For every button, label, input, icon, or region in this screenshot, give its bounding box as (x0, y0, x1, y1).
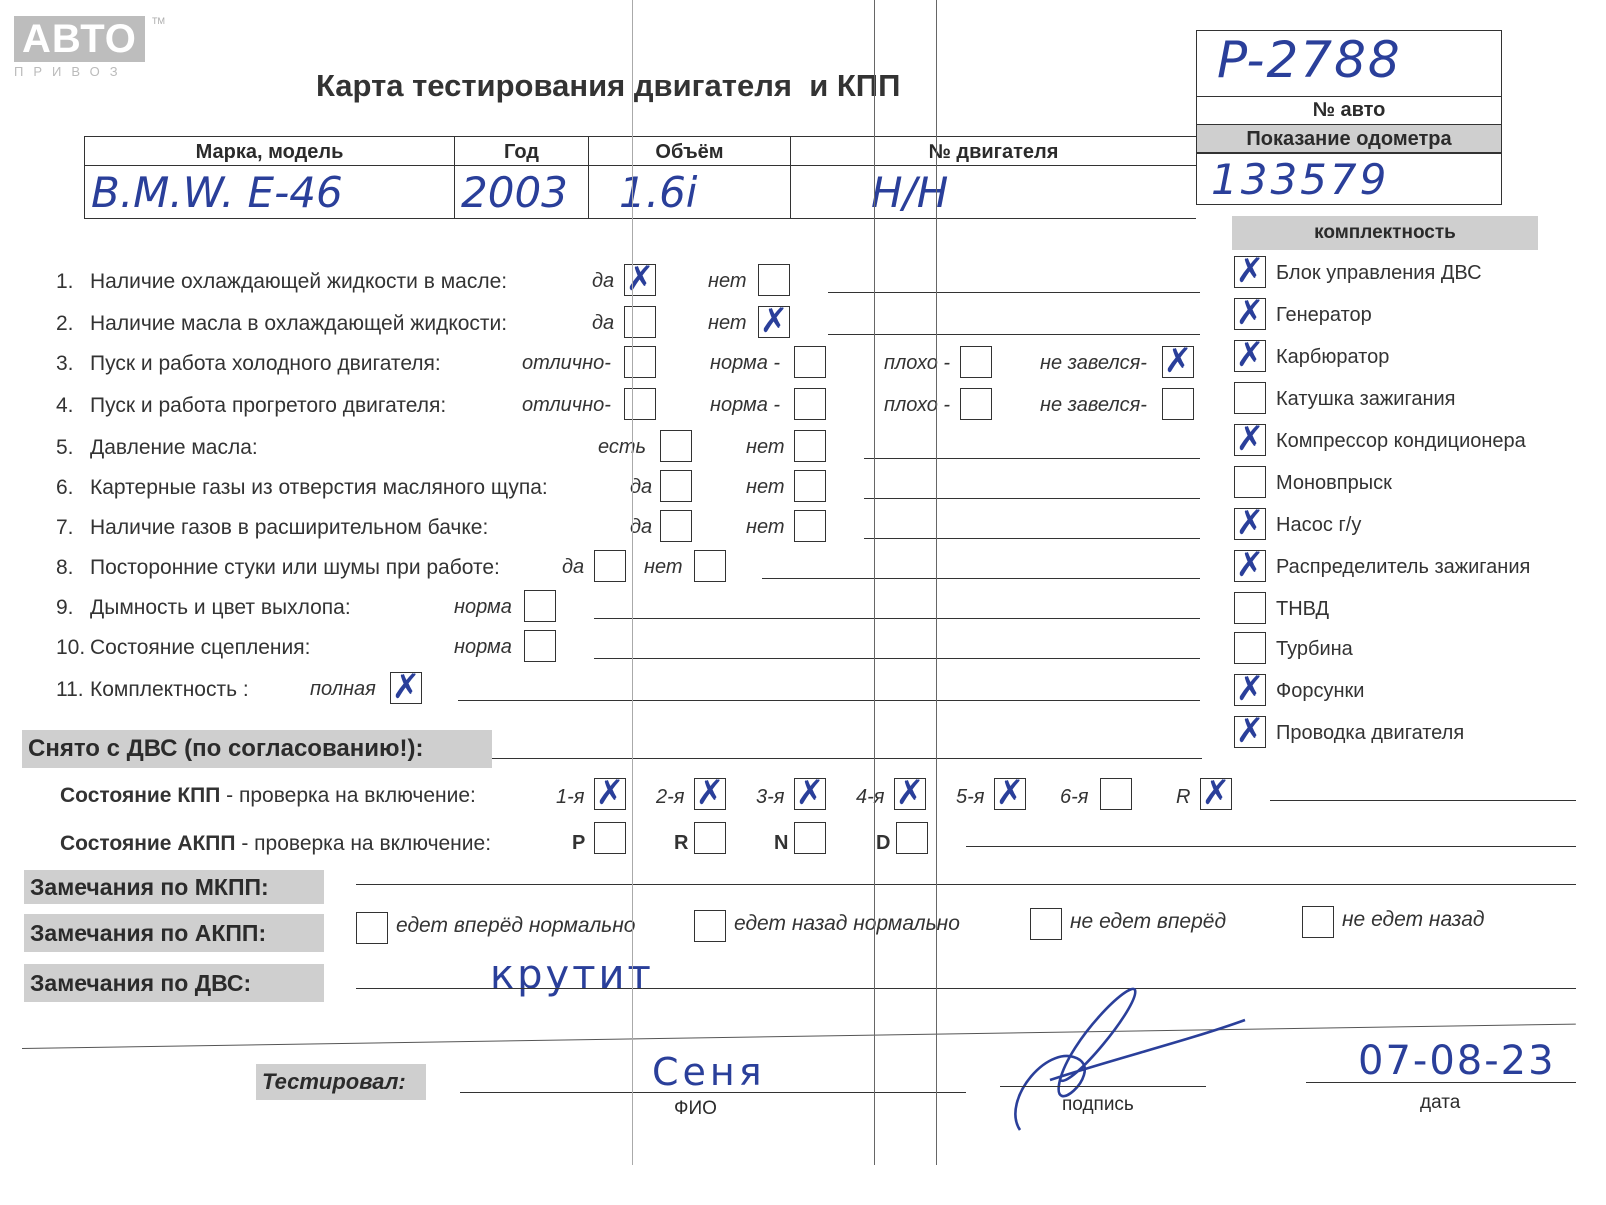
akpp-mode-checkbox[interactable] (794, 822, 826, 854)
question-notes-line (458, 700, 1200, 701)
remarks-dvs-value: крутит (490, 952, 654, 998)
option-checkbox[interactable] (960, 388, 992, 420)
check-mark-icon: ✗ (1235, 545, 1265, 585)
question-text: Пуск и работа прогретого двигателя: (90, 394, 447, 417)
option-checkbox[interactable] (594, 550, 626, 582)
kit-item-label: Распределитель зажигания (1276, 556, 1531, 578)
logo-main: АВТО (14, 16, 145, 62)
ref-number-label: № авто (1197, 96, 1501, 122)
akpp-remark-label: едет назад нормально (734, 912, 960, 935)
date-line (1306, 1082, 1576, 1083)
removed-line (492, 758, 1202, 759)
option-label: да (630, 516, 653, 538)
gear-checkbox[interactable] (794, 773, 826, 813)
value-odometer: 133579 (1211, 155, 1390, 204)
logo-tm: TM (152, 16, 165, 26)
check-mark-icon: ✗ (995, 773, 1025, 813)
question-number: 6. (56, 476, 74, 499)
kit-item-label: Карбюратор (1276, 346, 1390, 368)
gear-checkbox[interactable] (1200, 773, 1232, 813)
kit-item-label: Моновпрыск (1276, 472, 1392, 494)
question-text: Картерные газы из отверстия масляного щупа: (90, 476, 548, 499)
option-checkbox[interactable] (960, 346, 992, 378)
check-mark-icon: ✗ (1235, 503, 1265, 543)
option-checkbox[interactable] (660, 470, 692, 502)
signature-line (1000, 1086, 1206, 1087)
kit-checkbox[interactable] (1234, 669, 1266, 709)
kit-checkbox[interactable] (1234, 592, 1266, 624)
kpp-label-bold: Состояние КПП (60, 784, 221, 807)
gear-checkbox[interactable] (994, 773, 1026, 813)
option-label: да (592, 312, 615, 334)
kpp-line (1270, 800, 1576, 801)
option-label: плохо - (884, 394, 951, 416)
header-table (84, 124, 1502, 219)
fold-line-1 (632, 0, 633, 1165)
check-mark-icon: ✗ (595, 773, 625, 813)
question-number: 4. (56, 394, 74, 417)
question-notes-line (828, 334, 1200, 335)
option-label: полная (310, 678, 376, 700)
kit-item-label: Компрессор кондиционера (1276, 430, 1526, 452)
question-notes-line (828, 292, 1200, 293)
question-text: Наличие масла в охлаждающей жидкости: (90, 312, 508, 335)
akpp-remark-checkbox[interactable] (1030, 908, 1062, 940)
question-text: Наличие охлаждающей жидкости в масле: (90, 270, 508, 293)
kit-checkbox[interactable] (1234, 466, 1266, 498)
question-text: Наличие газов в расширительном бачке: (90, 516, 489, 539)
remarks-dvs-line (356, 988, 1576, 989)
removed-label: Снято с ДВС (по согласованию!): (22, 730, 492, 768)
kit-checkbox[interactable] (1234, 503, 1266, 543)
kit-item-label: Насос г/у (1276, 514, 1362, 536)
fio-line (460, 1092, 966, 1093)
question-notes-line (864, 458, 1200, 459)
kit-item-label: Катушка зажигания (1276, 388, 1456, 410)
remarks-dvs-label: Замечания по ДВС: (24, 964, 324, 1002)
gear-checkbox[interactable] (694, 773, 726, 813)
kit-checkbox[interactable] (1234, 251, 1266, 291)
option-label: да (562, 556, 585, 578)
check-mark-icon: ✗ (1235, 711, 1265, 751)
question-notes-line (864, 538, 1200, 539)
option-label: нет (746, 436, 785, 458)
check-mark-icon: ✗ (391, 667, 421, 707)
option-label: есть (598, 436, 647, 458)
akpp-remark-label: не едет вперёд (1070, 910, 1227, 933)
signature-caption: подпись (1062, 1094, 1134, 1115)
option-checkbox[interactable] (524, 630, 556, 662)
akpp-mode-label: N (774, 832, 789, 854)
akpp-line (966, 846, 1576, 847)
ref-number-value: P-2788 (1217, 31, 1402, 89)
logo (14, 16, 165, 82)
logo-sub: ПРИВОЗ (14, 64, 128, 79)
kit-checkbox[interactable] (1234, 711, 1266, 751)
option-checkbox[interactable] (660, 430, 692, 462)
option-label: норма - (710, 352, 781, 374)
option-checkbox[interactable] (660, 510, 692, 542)
fio-value: Сеня (652, 1050, 766, 1094)
remarks-mkpp-line (356, 884, 1576, 885)
kit-item-label: Проводка двигателя (1276, 722, 1465, 744)
option-label: не завелся- (1040, 394, 1147, 416)
option-checkbox[interactable] (694, 550, 726, 582)
gear-label: 5-я (956, 786, 985, 808)
option-label: нет (708, 270, 747, 292)
col-header-model: Марка, модель (84, 136, 454, 166)
option-checkbox[interactable] (624, 259, 656, 299)
gear-checkbox[interactable] (1100, 778, 1132, 810)
option-label: плохо - (884, 352, 951, 374)
akpp-remark-label: не едет назад (1342, 908, 1485, 931)
check-mark-icon: ✗ (1235, 419, 1265, 459)
kit-checkbox[interactable] (1234, 632, 1266, 664)
question-number: 5. (56, 436, 74, 459)
option-checkbox[interactable] (758, 301, 790, 341)
option-checkbox[interactable] (794, 510, 826, 542)
col-header-engine: № двигателя (790, 136, 1196, 166)
cell-engine (790, 165, 1196, 219)
divider-line (22, 1024, 1576, 1049)
kit-checkbox[interactable] (1234, 419, 1266, 459)
question-notes-line (762, 578, 1200, 579)
kit-title: комплектность (1232, 216, 1538, 250)
option-checkbox[interactable] (794, 430, 826, 462)
question-text: Дымность и цвет выхлопа: (90, 596, 351, 619)
question-notes-line (594, 618, 1200, 619)
option-checkbox[interactable] (624, 306, 656, 338)
check-mark-icon: ✗ (795, 773, 825, 813)
akpp-label-rest: - проверка на включение: (235, 832, 492, 855)
option-label: нет (708, 312, 747, 334)
kit-item-label: Генератор (1276, 304, 1372, 326)
fold-line-2 (874, 0, 875, 1165)
kit-item-label: Турбина (1276, 638, 1353, 660)
akpp-label-bold: Состояние АКПП (60, 832, 236, 855)
col-header-volume: Объём (588, 136, 790, 166)
gear-label: 1-я (556, 786, 585, 808)
signature-image (990, 980, 1270, 1150)
question-text: Посторонние стуки или шумы при работе: (90, 556, 500, 579)
option-checkbox[interactable] (794, 470, 826, 502)
question-number: 11. (56, 678, 84, 701)
option-checkbox[interactable] (758, 264, 790, 296)
fio-caption: ФИО (674, 1098, 717, 1119)
question-text: Комплектность : (90, 678, 249, 701)
gear-label: R (1176, 786, 1191, 808)
option-checkbox[interactable] (794, 388, 826, 420)
fold-line-3 (936, 0, 937, 1165)
check-mark-icon: ✗ (1235, 335, 1265, 375)
option-label: норма (454, 596, 512, 618)
question-text: Состояние сцепления: (90, 636, 311, 659)
akpp-remark-checkbox[interactable] (694, 910, 726, 942)
question-number: 2. (56, 312, 74, 335)
check-mark-icon: ✗ (625, 259, 655, 299)
check-mark-icon: ✗ (695, 773, 725, 813)
option-checkbox[interactable] (1162, 388, 1194, 420)
check-mark-icon: ✗ (1235, 669, 1265, 709)
kit-item-label: Блок управления ДВС (1276, 262, 1482, 284)
kit-checkbox[interactable] (1234, 382, 1266, 414)
kpp-label-rest: - проверка на включение: (220, 784, 476, 807)
page-title: Карта тестирования двигателя и КПП (316, 68, 901, 103)
question-notes-line (864, 498, 1200, 499)
akpp-mode-label: R (674, 832, 689, 854)
question-number: 9. (56, 596, 74, 619)
check-mark-icon: ✗ (895, 773, 925, 813)
option-label: нет (746, 516, 785, 538)
check-mark-icon: ✗ (1235, 251, 1265, 291)
question-notes-line (594, 658, 1200, 659)
check-mark-icon: ✗ (1163, 341, 1193, 381)
akpp-remark-checkbox[interactable] (1302, 906, 1334, 938)
gear-label: 2-я (656, 786, 685, 808)
akpp-mode-checkbox[interactable] (594, 822, 626, 854)
question-text: Пуск и работа холодного двигателя: (90, 352, 441, 375)
kit-checkbox[interactable] (1234, 293, 1266, 333)
gear-label: 6-я (1060, 786, 1089, 808)
question-number: 8. (56, 556, 74, 579)
option-label: отлично- (522, 394, 611, 416)
question-number: 3. (56, 352, 74, 375)
cell-volume (588, 165, 790, 219)
check-mark-icon: ✗ (759, 301, 789, 341)
check-mark-icon: ✗ (1201, 773, 1231, 813)
kit-checkbox[interactable] (1234, 545, 1266, 585)
question-text: Давление масла: (90, 436, 258, 459)
cell-model (84, 165, 454, 219)
akpp-mode-checkbox[interactable] (896, 822, 928, 854)
gear-label: 4-я (856, 786, 885, 808)
question-number: 1. (56, 270, 74, 293)
date-caption: дата (1420, 1092, 1461, 1113)
option-label: отлично- (522, 352, 611, 374)
option-label: норма - (710, 394, 781, 416)
cell-odometer (1196, 152, 1502, 205)
date-value: 07-08-23 (1358, 1038, 1556, 1084)
option-label: норма (454, 636, 512, 658)
remarks-akpp-label: Замечания по АКПП: (24, 914, 324, 952)
value-volume: 1.6i (619, 168, 698, 217)
value-engine: H/H (871, 168, 949, 217)
kit-checkbox[interactable] (1234, 335, 1266, 375)
akpp-mode-checkbox[interactable] (694, 822, 726, 854)
option-label: да (592, 270, 615, 292)
col-header-year: Год (454, 136, 588, 166)
ref-number-box (1196, 30, 1502, 124)
akpp-mode-label: P (572, 832, 586, 854)
option-checkbox[interactable] (794, 346, 826, 378)
akpp-remark-label: едет вперёд нормально (396, 914, 636, 937)
option-checkbox[interactable] (624, 388, 656, 420)
option-label: нет (746, 476, 785, 498)
option-checkbox[interactable] (524, 590, 556, 622)
remarks-mkpp-label: Замечания по МКПП: (24, 870, 324, 904)
kit-item-label: Форсунки (1276, 680, 1365, 702)
gear-checkbox[interactable] (894, 773, 926, 813)
gear-checkbox[interactable] (594, 773, 626, 813)
akpp-remark-checkbox[interactable] (356, 912, 388, 944)
akpp-label (60, 832, 491, 856)
gear-label: 3-я (756, 786, 785, 808)
kpp-label (60, 784, 476, 808)
option-checkbox[interactable] (1162, 341, 1194, 381)
option-label: не завелся- (1040, 352, 1147, 374)
option-checkbox[interactable] (390, 667, 422, 707)
option-label: нет (644, 556, 683, 578)
akpp-mode-label: D (876, 832, 891, 854)
value-year: 2003 (461, 168, 568, 217)
kit-item-label: ТНВД (1276, 598, 1330, 620)
col-header-odometer: Показание одометра (1196, 124, 1502, 154)
question-number: 10. (56, 636, 86, 659)
tested-label: Тестировал: (256, 1064, 426, 1100)
check-mark-icon: ✗ (1235, 293, 1265, 333)
cell-year (454, 165, 588, 219)
option-label: да (630, 476, 653, 498)
option-checkbox[interactable] (624, 346, 656, 378)
question-number: 7. (56, 516, 74, 539)
value-model: B.M.W. E-46 (91, 168, 343, 217)
